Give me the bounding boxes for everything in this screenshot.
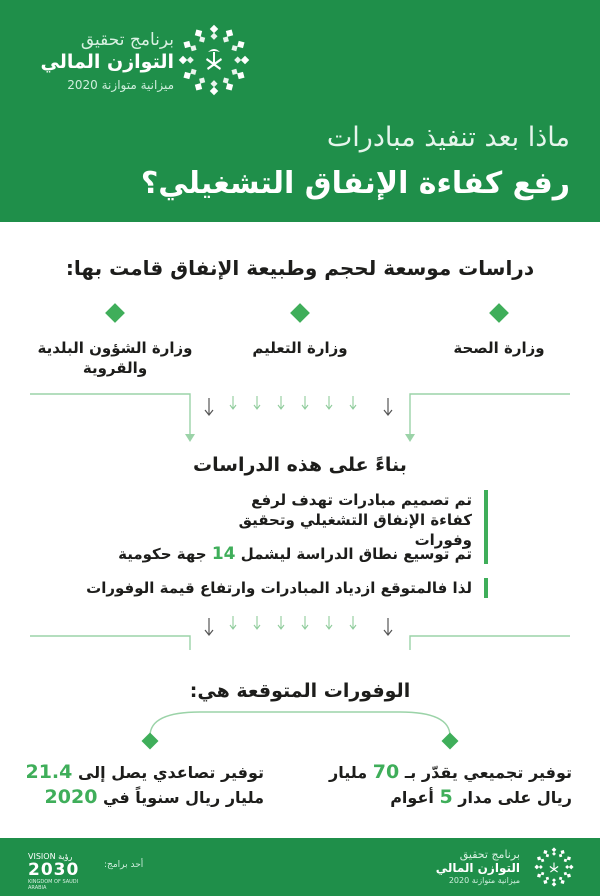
saving-number: 70 [372, 761, 400, 783]
ministry-label: وزارة الشؤون البلدية والقروية [37, 339, 193, 377]
saving-text: توفير تجميعي يقدّر بـ [404, 763, 572, 782]
saving-text: أعوام [390, 788, 434, 807]
savings-heading: الوفورات المتوقعة هي: [189, 680, 411, 702]
logo-line-2: التوازن المالي [40, 51, 174, 73]
saudi-emblem-icon [534, 847, 574, 887]
saving-text: مليار ريال على مدار [329, 763, 572, 807]
vision-2030-logo [28, 852, 98, 891]
saving-number: 2020 [44, 786, 98, 808]
footer-logo-line-3: ميزانية متوازنة 2020 [448, 876, 520, 885]
page-title-line-1: ماذا بعد تنفيذ مبادرات [326, 122, 570, 153]
based-heading: بناءً على هذه الدراسات [193, 454, 407, 476]
bullet-item-2 [118, 544, 488, 564]
ministry-label: وزارة الصحة [453, 339, 545, 357]
studies-heading: دراسات موسعة لحجم وطبيعة الإنفاق قامت بها: [65, 256, 535, 280]
bullet-text-after: جهة حكومية [118, 545, 207, 563]
bullet-highlight-number: 14 [211, 544, 236, 564]
saving-text: مليار ريال سنوياً في [103, 788, 264, 807]
program-of-label: أحد برامج: [104, 860, 144, 870]
saving-number: 21.4 [25, 761, 73, 783]
bullet-item-1 [228, 490, 488, 550]
logo-line-1: برنامج تحقيق [80, 30, 174, 50]
saving-progressive [24, 760, 264, 810]
footer-logo-line-1: برنامج تحقيق [459, 848, 520, 861]
footer-bar [0, 838, 600, 896]
footer-logo-text [436, 848, 520, 886]
page-title-line-2: رفع كفاءة الإنفاق التشغيلي؟ [140, 166, 570, 201]
vision-number: 2030 [28, 860, 80, 880]
logo-line-3: ميزانية متوازنة 2020 [67, 78, 174, 92]
footer-logo-line-2: التوازن المالي [435, 861, 520, 875]
vision-subtitle: KINGDOM OF SAUDI ARABIA [28, 879, 79, 891]
vision-top-text: VISION رؤية [28, 852, 73, 861]
bullet-item-3 [86, 578, 488, 598]
saving-number: 5 [439, 786, 453, 808]
bullet-text: لذا فالمتوقع ازدياد المبادرات وارتفاع قيمة الوفورات [86, 579, 472, 597]
saving-cumulative [322, 760, 572, 810]
saving-text: توفير تصاعدي يصل إلى [77, 763, 264, 782]
bullet-text-before: تم توسيع نطاق الدراسة ليشمل [240, 545, 472, 563]
ministry-label: وزارة التعليم [252, 339, 348, 357]
bullet-text: تم تصميم مبادرات تهدف لرفع كفاءة الإنفاق التشغيلي وتحقيق وفورات [238, 491, 472, 549]
